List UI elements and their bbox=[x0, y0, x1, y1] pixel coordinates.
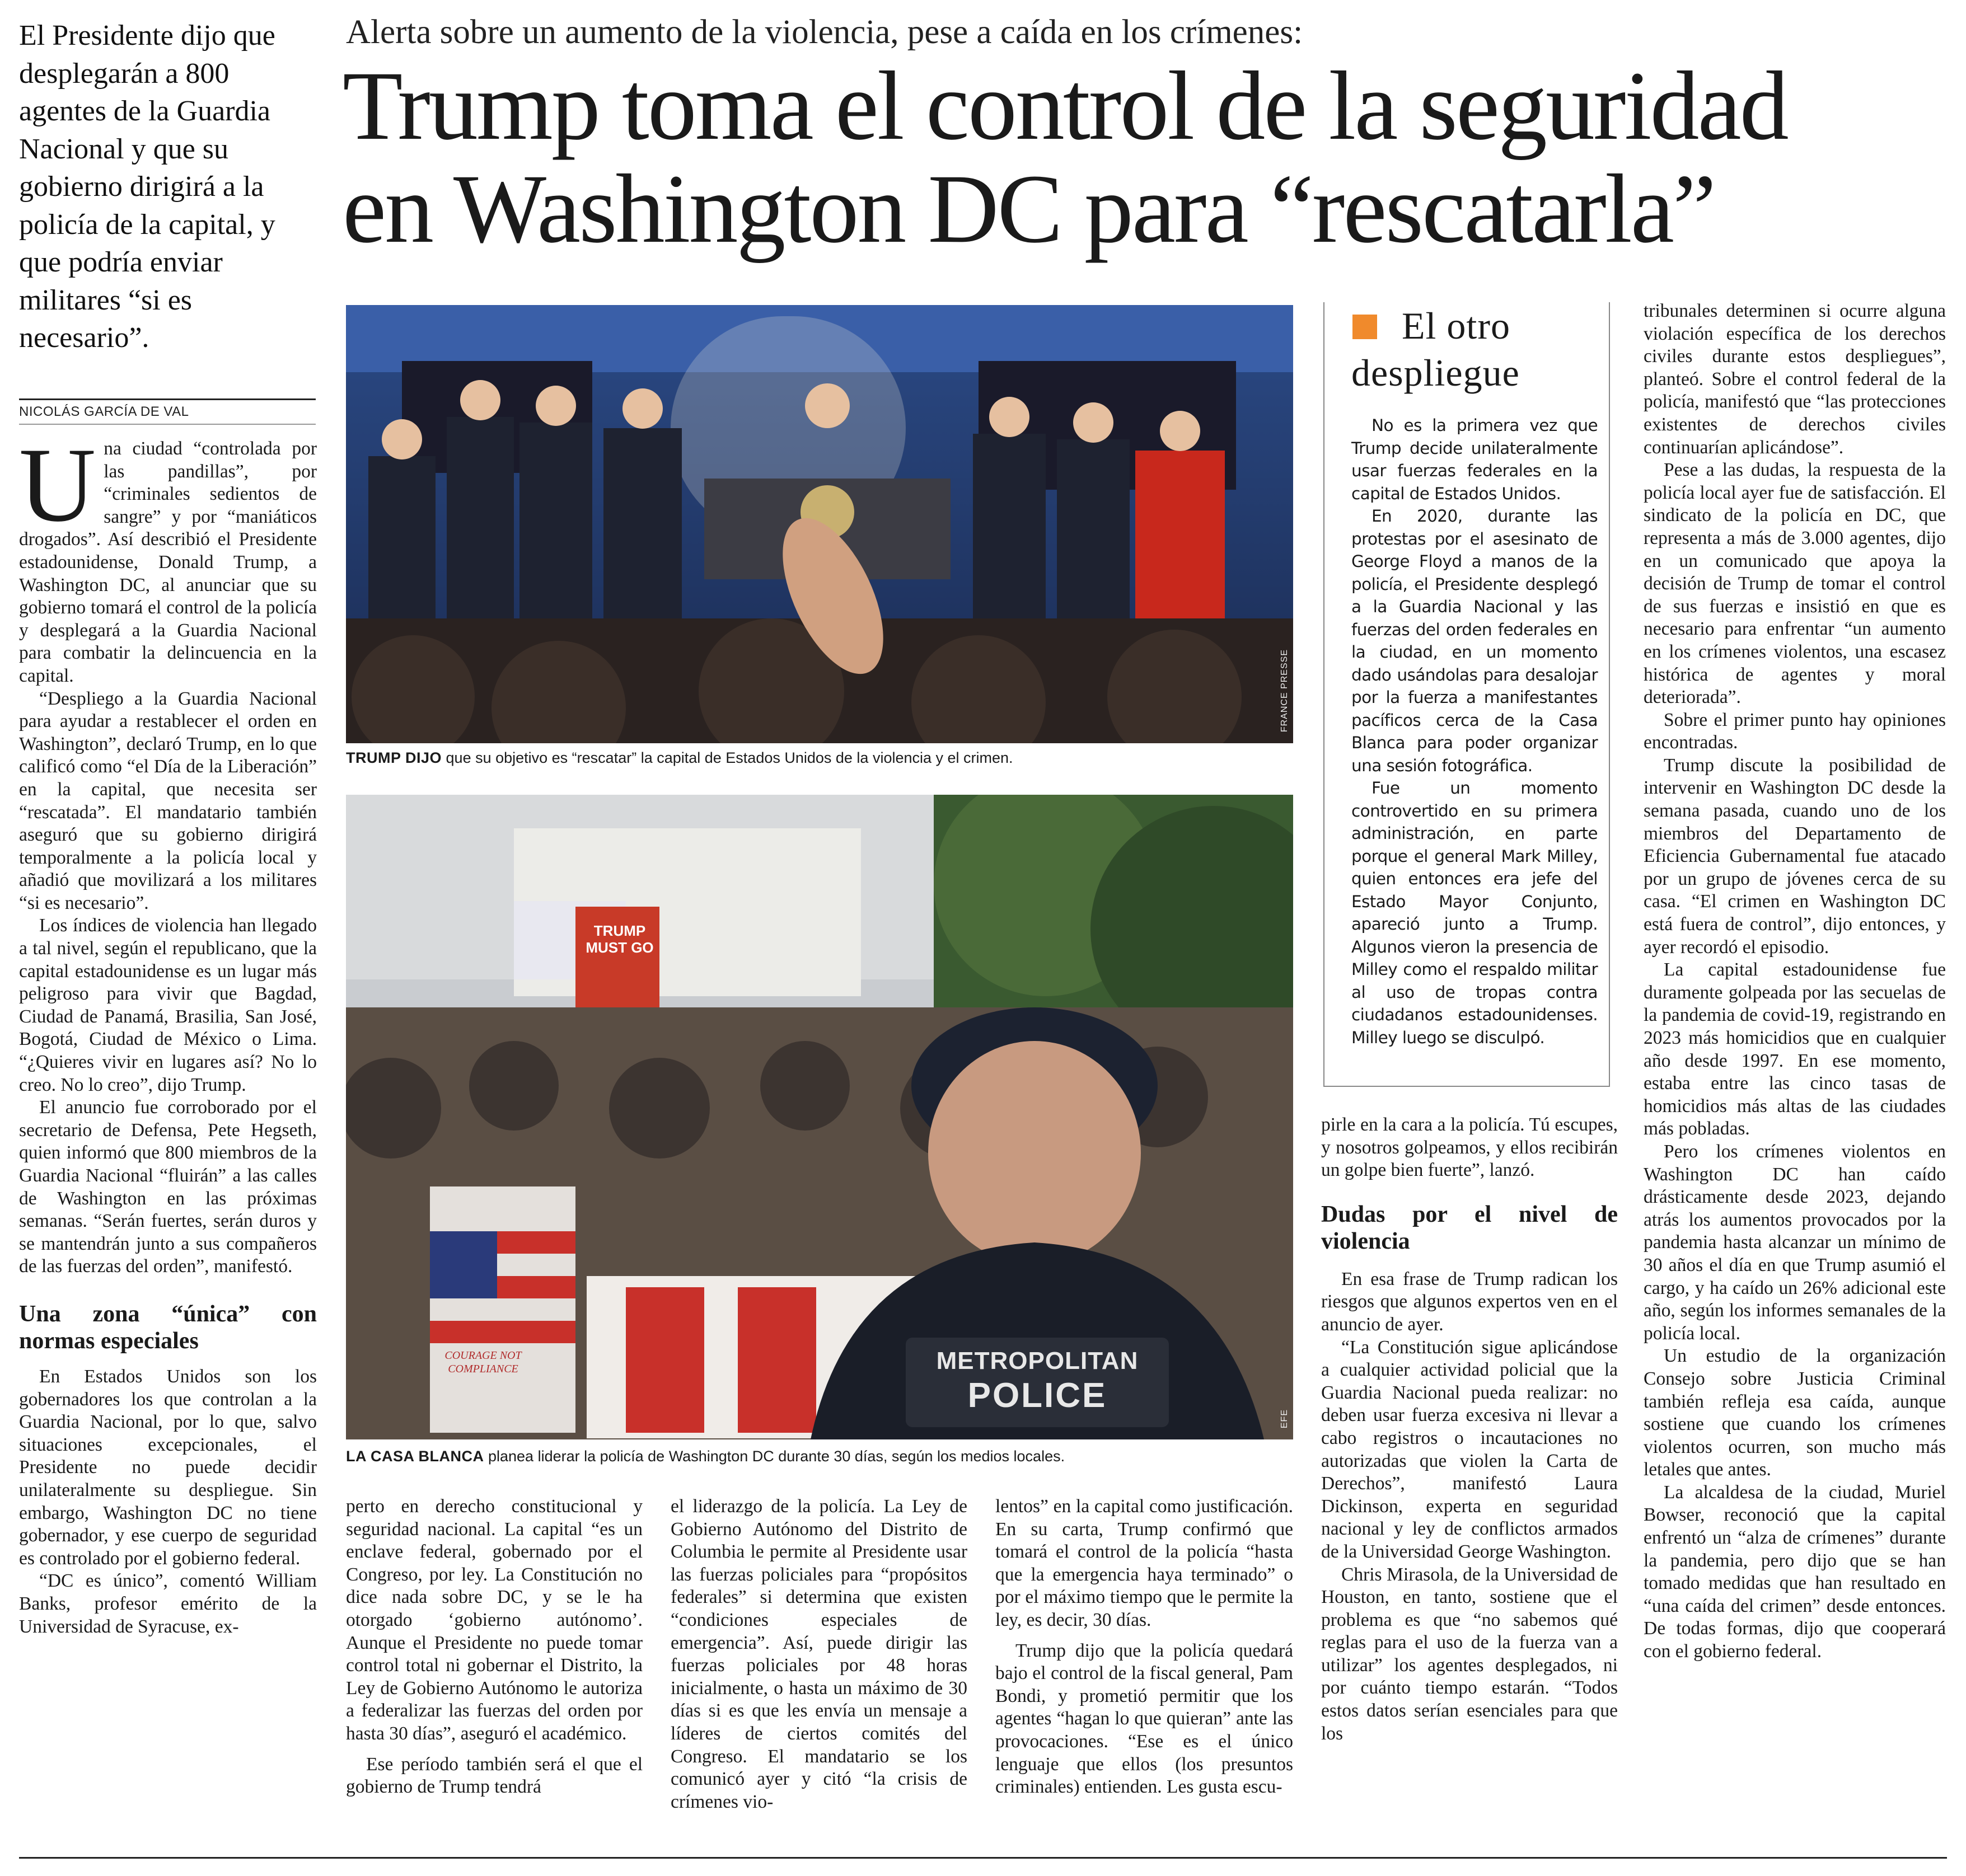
police-label-line-1: METROPOLITAN bbox=[936, 1347, 1139, 1375]
sidebar-border-bottom bbox=[1323, 1086, 1609, 1087]
byline: NICOLÁS GARCÍA DE VAL bbox=[19, 404, 189, 419]
column-1 bbox=[19, 426, 317, 1638]
bottom-rule bbox=[19, 1857, 1947, 1859]
sidebar-border-right bbox=[1609, 302, 1610, 1087]
poster-courage: COURAGE NOT COMPLIANCE bbox=[444, 1349, 522, 1375]
paragraph: pirle en la cara a la policía. Tú escupes, y nosotros golpeamos, y ellos recibirán un golpe bien fuerte”, lanzó. bbox=[1321, 1114, 1618, 1181]
paragraph: Trump dijo que la policía quedará bajo el control de la fiscal general, Pam Bondi, y prometió permitir que los agentes “hagan lo que quieran” ante las provocaciones. “Ese es el único lenguaje que ellos (los presuntos criminales) entienden. Les gusta escu- bbox=[995, 1640, 1293, 1798]
photo-credit: FRANCE PRESSE bbox=[1280, 649, 1289, 732]
paragraph: No es la primera vez que Trump decide unilateralmente usar fuerzas federales en la capital de Estados Unidos. bbox=[1351, 416, 1598, 503]
subheading: Dudas por el nivel de violencia bbox=[1321, 1201, 1618, 1254]
paragraph: Ese período también será el que el gobierno de Trump tendrá bbox=[346, 1753, 643, 1798]
paragraph: En Estados Unidos son los gobernadores los que controlan a la Guardia Nacional, por lo que, salvo situaciones excepcionales, el Presidente no puede decidir unilateralmente su despliegue. Sin embargo, Washington DC no tiene gobernador, y ese cuerpo de seguridad es controlado por el gobierno federal. bbox=[19, 1366, 317, 1569]
caption-lead: LA CASA BLANCA bbox=[346, 1448, 484, 1465]
caption-2 bbox=[346, 1447, 1293, 1465]
caption-lead: TRUMP DIJO bbox=[346, 749, 442, 766]
paragraph: En 2020, durante las protestas por el asesinato de George Floyd a manos de la policía, el Presidente desplegó a la Guardia Nacional y las fuerzas del orden federales en la ciudad, en un momento dado usándolas para desalojar por la fuerza a manifestantes pacíficos cerca de la Casa Blanca para poder organizar una sesión fotográfica. bbox=[1351, 506, 1598, 775]
sidebar-border-left bbox=[1323, 302, 1324, 1086]
protest-illustration bbox=[346, 795, 1293, 1439]
headline-line-1: Trump toma el control de la seguridad bbox=[343, 51, 1787, 161]
sidebar-title: El otro despliegue bbox=[1351, 304, 1520, 394]
photo-credit: EFE bbox=[1280, 1409, 1289, 1428]
column-6 bbox=[1644, 300, 1946, 1663]
column-4 bbox=[995, 1495, 1293, 1799]
paragraph: Los índices de violencia han llegado a tal nivel, según el republicano, que la capital estadounidense es un lugar más peligroso para vivir que Bagdad, Ciudad de Panamá, Brasilia, San José, Bogotá, Ciudad de México o Lima. “¿Quieres vivir en lugares así? No lo creo. No lo creo”, dijo Trump. bbox=[19, 915, 317, 1095]
byline-rule bbox=[19, 424, 316, 425]
deck: El Presidente dijo que desplegarán a 800 agentes de la Guardia Nacional y que su gobierno dirigirá a la policía de la capital, y que podría enviar militares “si es necesario”. bbox=[19, 20, 275, 354]
paragraph: el liderazgo de la policía. La Ley de Gobierno Autónomo del Distrito de Columbia le permite al Presidente usar las fuerzas policiales para “propósitos federales” si determina que existen “condiciones especiales de emergencia”. Así, puede dirigir las fuerzas policiales por 48 horas inicialmente, o hasta un máximo de 30 días si es que les envía un mensaje a líderes de ciertos comités del Congreso. El mandatario se los comunicó ayer y citó “la crisis de crímenes vio- bbox=[671, 1496, 967, 1812]
paragraph: Pese a las dudas, la respuesta de la policía local ayer fue de satisfacción. El sindicato de la policía en DC, que representa a más de 3.000 agentes, dijo en un comunicado que apoya la decisión de Trump de tomar el control de sus fuerzas e insistió en que es necesario para enfrentar “un aumento en los crímenes violentos, una escasez histórica de agentes y moral deteriorada”. bbox=[1644, 459, 1946, 708]
caption-text: planea liderar la policía de Washington DC durante 30 días, según los medios locales. bbox=[484, 1448, 1065, 1465]
paragraph: perto en derecho constitucional y seguridad nacional. La capital “es un enclave federal, gobernado por el Congreso, por ley. La Constitución no dice nada sobre DC, y se le ha otorgado ‘gobierno autónomo’. Aunque el Presidente no puede tomar control total ni gobernar el Distrito, la Ley de Gobierno Autónomo le autoriza a federalizar las fuerzas del orden por hasta 30 días”, aseguró el académico. bbox=[346, 1496, 643, 1744]
photo-press-conference bbox=[346, 305, 1293, 743]
subheading: Una zona “única” con normas especiales bbox=[19, 1301, 317, 1354]
press-conference-illustration bbox=[346, 305, 1293, 743]
kicker: Alerta sobre un aumento de la violencia, pese a caída en los crímenes: bbox=[346, 13, 1303, 51]
paragraph: La capital estadounidense fue duramente golpeada por las secuelas de la pandemia de covid-19, registrando en 2023 más homicidios que en cualquier año desde 1997. En ese momento, estaba entre las cinco tasas de homicidios más altas de las ciudades más pobladas. bbox=[1644, 959, 1946, 1139]
headline-line-2: en Washington DC para “rescatarla” bbox=[343, 154, 1715, 264]
paragraph: tribunales determinen si ocurre alguna violación específica de los derechos civiles durante estos despliegues”, planteó. Sobre el control federal de la policía, manifestó que “las protecciones existentes de derechos civiles continuarían aplicándose”. bbox=[1644, 301, 1946, 458]
paragraph: Una ciudad “controlada por las pandillas”, por “criminales sedientos de sangre” y por “maniáticos drogados”. Así describió el Presidente estadounidense, Donald Trump, a Washington DC, al anunciar que su gobierno tomará el control de la policía y desplegará a la Guardia Nacional para combatir la delincuencia en la capital. bbox=[19, 426, 317, 686]
paragraph: En esa frase de Trump radican los riesgos que algunos expertos ven en el anuncio de ayer. bbox=[1321, 1268, 1618, 1335]
paragraph: “La Constitución sigue aplicándose a cualquier actividad policial que la Guardia Nacional pueda realizar: no deben usar fuerza excesiva ni llevar a cabo registros o incautaciones no autorizadas que violen la Carta de Derechos”, manifestó Laura Dickinson, experta en seguridad nacional y ley de conflictos armados de la Universidad George Washington. bbox=[1321, 1336, 1618, 1562]
caption-1 bbox=[346, 749, 1293, 767]
paragraph: Pero los crímenes violentos en Washington DC han caído drásticamente desde 2023, dejando atrás los aumentos provocados por la pandemia hasta alcanzar un mínimo de 30 años el día en que Trump asumió el cargo, y ha caído un 26% adicional este año, según los informes semanales de la policía local. bbox=[1644, 1141, 1946, 1344]
paragraph: “Despliego a la Guardia Nacional para ayudar a restablecer el orden en Washington”, declaró Trump, en lo que calificó como “el Día de la Liberación” en la capital, que necesita ser “rescatada”. El mandatario también aseguró que su gobierno dirigirá temporalmente a la policía local y añadió que movilizará a los militares “si es necesario”. bbox=[19, 688, 317, 913]
paragraph: La alcaldesa de la ciudad, Muriel Bowser, reconoció que la capital enfrentó un “alza de crímenes” durante la pandemia, pero dijo que se han tomado medidas que han resultado en “una caída del crimen” desde entonces. De todas formas, dijo que cooperará con el gobierno federal. bbox=[1644, 1481, 1946, 1662]
paragraph: Sobre el primer punto hay opiniones encontradas. bbox=[1644, 709, 1946, 753]
column-3 bbox=[671, 1495, 967, 1813]
paragraph: “DC es único”, comentó William Banks, profesor emérito de la Universidad de Syracuse, ex- bbox=[19, 1570, 317, 1637]
paragraph: Fue un momento controvertido en su primera administración, en parte porque el general Mark Milley, quien entonces era jefe del Estado Mayor Conjunto, apareció junto a Trump. Algunos vieron la presencia de Milley como el respaldo militar al uso de tropas contra ciudadanos estadounidenses. Milley luego se disculpó. bbox=[1351, 778, 1598, 1047]
column-2 bbox=[346, 1495, 643, 1799]
poster-trump-must-go: TRUMP MUST GO bbox=[586, 922, 654, 956]
deck-rule bbox=[19, 398, 316, 400]
paragraph: lentos” en la capital como justificación. En su carta, Trump confirmó que tomará el control de la policía “hasta que la emergencia haya terminado” o por el máximo tiempo que le permite la ley, es decir, 30 días. bbox=[995, 1496, 1293, 1630]
sidebar-box bbox=[1323, 302, 1609, 1097]
paragraph: Trump discute la posibilidad de intervenir en Washington DC desde la semana pasada, cuando uno de los miembros del Departamento de Eficiencia Gubernamental fue atacado por un grupo de jóvenes cerca de su casa. “El crimen en Washington DC está fuera de control”, dijo entonces, y ayer recordó el episodio. bbox=[1644, 754, 1946, 958]
caption-text: que su objetivo es “rescatar” la capital de Estados Unidos de la violencia y el crimen. bbox=[442, 749, 1013, 766]
sidebar-text bbox=[1351, 414, 1598, 1049]
photo-protest bbox=[346, 795, 1293, 1439]
paragraph: Un estudio de la organización Consejo sobre Justicia Criminal también refleja esa caída, aunque sostiene que cuando los crímenes violentos ocurren, son mucho más letales que antes. bbox=[1644, 1345, 1946, 1480]
drop-cap: U bbox=[19, 426, 96, 544]
paragraph: El anuncio fue corroborado por el secretario de Defensa, Pete Hegseth, quien informó que 800 miembros de la Guardia Nacional “fluirán” a las calles de Washington en las próximas semanas. “Serán fuertes, serán duros y se mantendrán junto a sus compañeros de las fuerzas del orden”, manifestó. bbox=[19, 1097, 317, 1277]
police-label-line-2: POLICE bbox=[967, 1376, 1107, 1415]
police-jacket-label bbox=[911, 1346, 1163, 1415]
column-5 bbox=[1321, 1114, 1618, 1745]
paragraph: Chris Mirasola, de la Universidad de Houston, en tanto, sostiene que el problema es que “no sabemos qué reglas para el uso de la fuerza van a utilizar” los agentes desplegados, ni por cuánto tiempo estarán. “Todos estos datos serían esenciales para que los bbox=[1321, 1564, 1618, 1744]
